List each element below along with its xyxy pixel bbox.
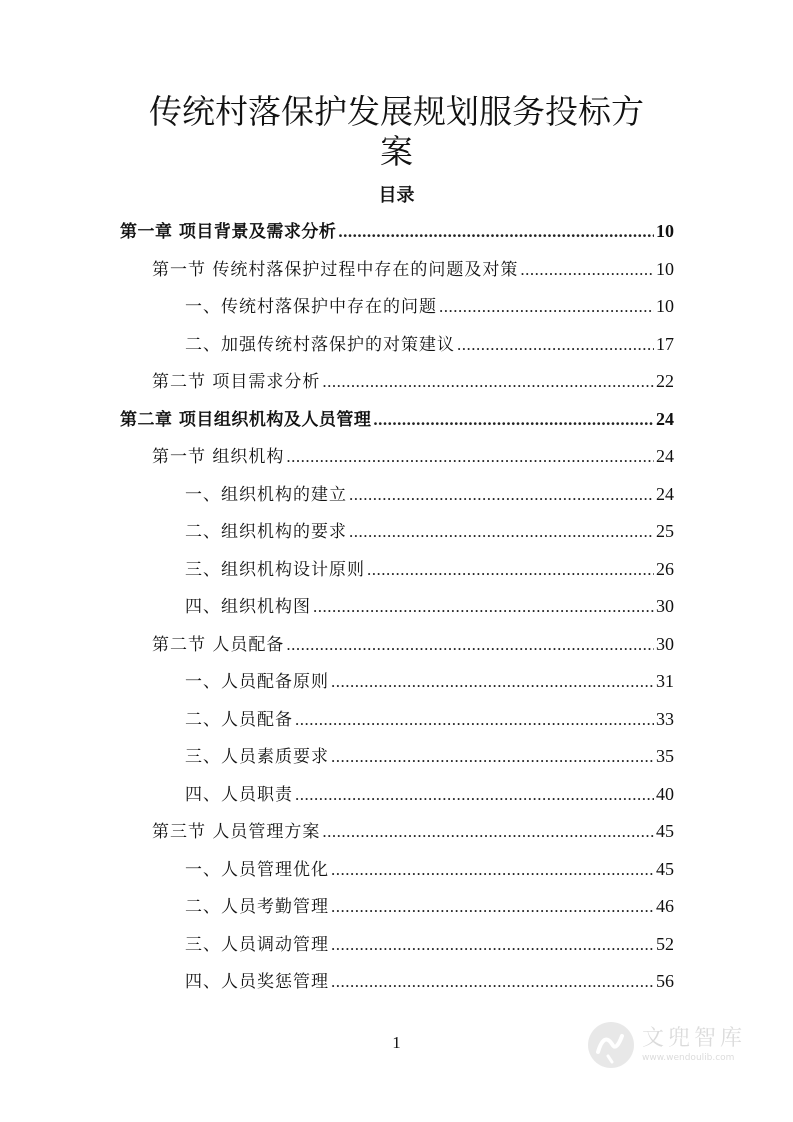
watermark-name: 文兜智库 bbox=[642, 1026, 747, 1051]
table-of-contents bbox=[120, 217, 674, 1005]
toc-leader-dots bbox=[331, 931, 654, 959]
toc-entry[interactable] bbox=[120, 292, 674, 330]
toc-entry[interactable] bbox=[120, 742, 674, 780]
toc-entry-page: 24 bbox=[656, 483, 674, 504]
toc-entry-page: 52 bbox=[656, 933, 674, 954]
toc-entry-page: 56 bbox=[656, 971, 674, 991]
toc-entry-page: 35 bbox=[656, 746, 674, 766]
toc-entry-page: 46 bbox=[656, 896, 674, 916]
toc-entry[interactable] bbox=[120, 892, 674, 930]
toc-leader-dots bbox=[331, 668, 654, 696]
toc-entry-label: 三、人员调动管理 bbox=[185, 934, 329, 955]
toc-entry[interactable] bbox=[120, 630, 674, 668]
toc-entry-page: 10 bbox=[656, 258, 674, 279]
toc-entry-page: 10 bbox=[656, 296, 674, 316]
toc-entry-page: 22 bbox=[656, 371, 674, 391]
toc-entry-label: 二、人员考勤管理 bbox=[185, 897, 329, 917]
toc-entry[interactable] bbox=[120, 817, 674, 855]
watermark bbox=[588, 1022, 778, 1068]
toc-leader-dots bbox=[322, 818, 654, 846]
toc-entry-page: 30 bbox=[656, 633, 674, 654]
toc-entry-label: 第二节 项目需求分析 bbox=[152, 372, 321, 392]
toc-entry[interactable] bbox=[120, 555, 674, 593]
toc-entry-label: 二、人员配备 bbox=[185, 709, 293, 730]
toc-entry-label: 一、传统村落保护中存在的问题 bbox=[185, 297, 437, 317]
toc-leader-dots bbox=[331, 893, 654, 921]
toc-entry[interactable] bbox=[120, 217, 674, 255]
toc-leader-dots bbox=[367, 556, 654, 584]
toc-heading: 目录 bbox=[378, 185, 415, 206]
toc-entry-label: 四、人员奖惩管理 bbox=[185, 972, 329, 992]
toc-entry[interactable] bbox=[120, 967, 674, 1005]
toc-leader-dots bbox=[349, 518, 654, 546]
toc-entry-label: 第二章 项目组织机构及人员管理 bbox=[120, 409, 372, 430]
document-title-line-1: 传统村落保护发展规划服务投标方 bbox=[149, 92, 644, 131]
toc-entry[interactable] bbox=[120, 330, 674, 368]
toc-entry-label: 第一章 项目背景及需求分析 bbox=[120, 222, 337, 242]
toc-leader-dots bbox=[295, 706, 654, 734]
document-title-line-2: 案 bbox=[380, 132, 413, 171]
toc-entry-page: 45 bbox=[656, 858, 674, 879]
toc-leader-dots bbox=[349, 481, 654, 509]
toc-entry-page: 26 bbox=[656, 558, 674, 579]
document-title bbox=[0, 92, 793, 172]
toc-leader-dots bbox=[331, 968, 654, 996]
toc-entry-label: 第三节 人员管理方案 bbox=[152, 822, 321, 842]
toc-entry-label: 四、组织机构图 bbox=[185, 597, 311, 617]
toc-leader-dots bbox=[331, 856, 654, 884]
toc-leader-dots bbox=[286, 631, 654, 659]
toc-entry-page: 10 bbox=[656, 221, 674, 241]
toc-leader-dots bbox=[338, 218, 654, 246]
toc-entry-label: 第一节 组织机构 bbox=[152, 447, 285, 467]
toc-entry[interactable] bbox=[120, 480, 674, 518]
toc-entry-label: 三、人员素质要求 bbox=[185, 747, 329, 767]
toc-leader-dots bbox=[313, 593, 654, 621]
toc-entry-page: 31 bbox=[656, 671, 674, 691]
toc-entry[interactable] bbox=[120, 780, 674, 818]
wendoulib-logo-icon bbox=[588, 1022, 634, 1068]
toc-entry-page: 17 bbox=[656, 333, 674, 354]
toc-leader-dots bbox=[373, 406, 654, 434]
toc-leader-dots bbox=[331, 743, 654, 771]
toc-entry[interactable] bbox=[120, 855, 674, 893]
toc-entry-page: 25 bbox=[656, 521, 674, 541]
toc-entry-label: 一、人员配备原则 bbox=[185, 672, 329, 692]
toc-entry-label: 二、加强传统村落保护的对策建议 bbox=[185, 334, 455, 355]
toc-entry-page: 33 bbox=[656, 708, 674, 729]
toc-entry-label: 二、组织机构的要求 bbox=[185, 522, 347, 542]
toc-entry-label: 四、人员职责 bbox=[185, 784, 293, 805]
watermark-url: www.wendoulib.com bbox=[642, 1053, 735, 1063]
toc-leader-dots bbox=[457, 331, 654, 359]
toc-leader-dots bbox=[439, 293, 654, 321]
toc-entry-label: 第一节 传统村落保护过程中存在的问题及对策 bbox=[152, 259, 519, 280]
toc-entry-page: 40 bbox=[656, 783, 674, 804]
toc-entry[interactable] bbox=[120, 930, 674, 968]
toc-entry-label: 一、人员管理优化 bbox=[185, 859, 329, 880]
toc-entry-page: 45 bbox=[656, 821, 674, 841]
toc-entry-label: 三、组织机构设计原则 bbox=[185, 559, 365, 580]
toc-entry[interactable] bbox=[120, 667, 674, 705]
toc-entry-page: 24 bbox=[656, 446, 674, 466]
toc-entry[interactable] bbox=[120, 592, 674, 630]
toc-entry-page: 30 bbox=[656, 596, 674, 616]
toc-entry-page: 24 bbox=[656, 408, 674, 429]
toc-entry[interactable] bbox=[120, 705, 674, 743]
toc-entry[interactable] bbox=[120, 405, 674, 443]
toc-entry[interactable] bbox=[120, 367, 674, 405]
toc-leader-dots bbox=[295, 781, 654, 809]
toc-leader-dots bbox=[286, 443, 654, 471]
toc-entry[interactable] bbox=[120, 517, 674, 555]
toc-leader-dots bbox=[520, 256, 654, 284]
toc-entry-label: 一、组织机构的建立 bbox=[185, 484, 347, 505]
toc-entry-label: 第二节 人员配备 bbox=[152, 634, 285, 655]
toc-entry[interactable] bbox=[120, 442, 674, 480]
toc-entry[interactable] bbox=[120, 255, 674, 293]
toc-leader-dots bbox=[322, 368, 654, 396]
page-number: 1 bbox=[392, 1033, 401, 1052]
